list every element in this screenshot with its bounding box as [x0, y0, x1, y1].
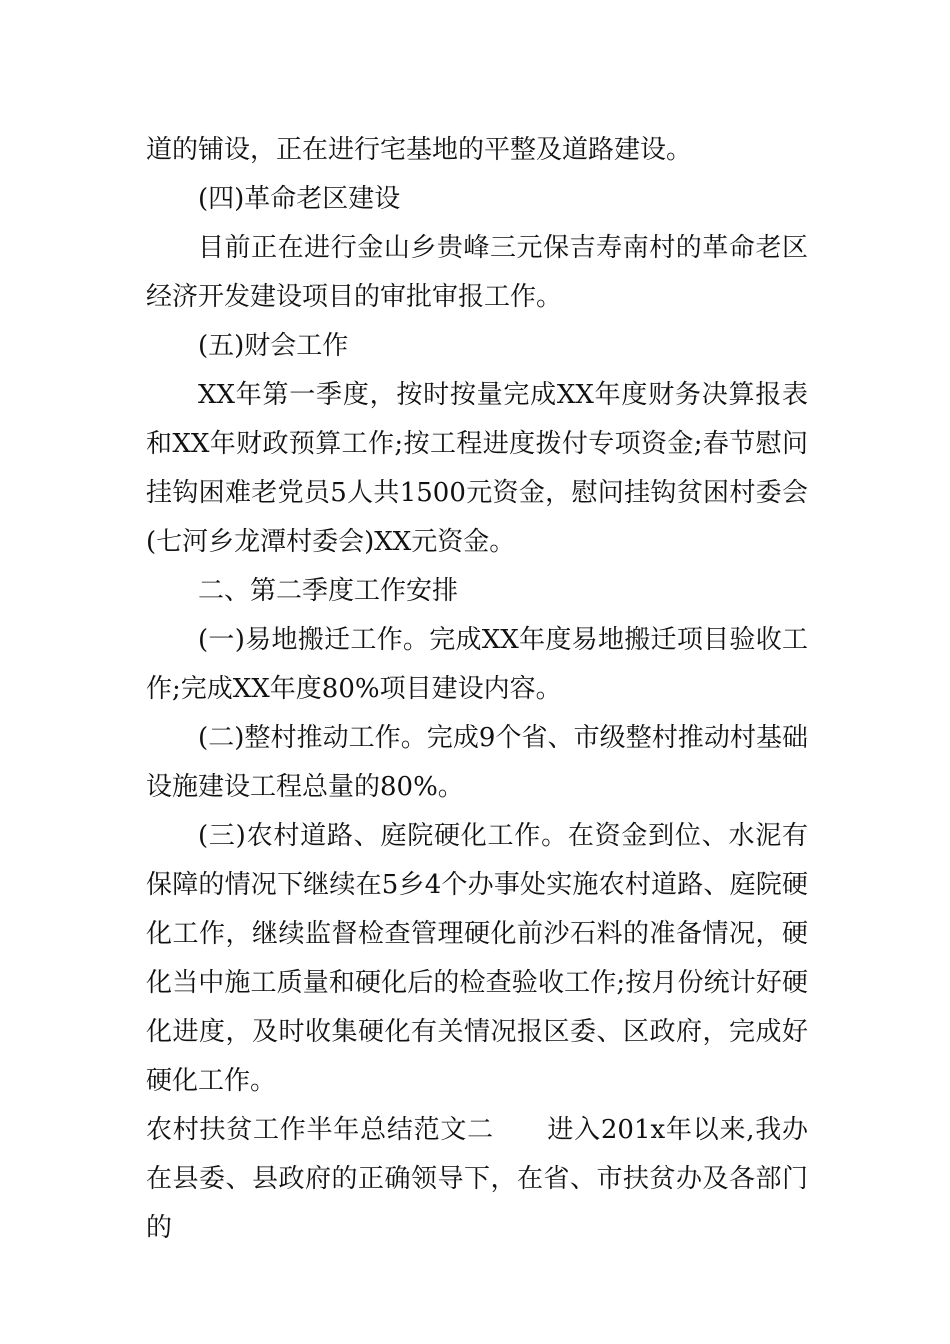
document-body — [146, 126, 808, 1253]
paragraph-4-heading: (五)财会工作 — [198, 331, 349, 361]
paragraph-9: (三)农村道路、庭院硬化工作。在资金到位、水泥有保障的情况下继续在5乡4个办事处实施农村道路、庭院硬化工作，继续监督检查管理硬化前沙石料的准备情况，硬化当中施工质量和硬化后的检查验收工作;按月份统计好硬化进度，及时收集硬化有关情况报区委、区政府，完成好硬化工作。 — [146, 821, 808, 1096]
paragraph-1: 道的铺设，正在进行宅基地的平整及道路建设。 — [146, 135, 693, 165]
paragraph-7: (一)易地搬迁工作。完成XX年度易地搬迁项目验收工作;完成XX年度80%项目建设内容。 — [146, 625, 808, 704]
paragraph-3: 目前正在进行金山乡贵峰三元保吉寿南村的革命老区经济开发建设项目的审批审报工作。 — [146, 233, 808, 312]
paragraph-2-heading: (四)革命老区建设 — [198, 184, 401, 214]
paragraph-5: XX年第一季度，按时按量完成XX年度财务决算报表和XX年财政预算工作;按工程进度拨付专项资金;春节慰问挂钩困难老党员5人共1500元资金，慰问挂钩贫困村委会(七河乡龙潭村委会)XX元资金。 — [146, 380, 808, 557]
paragraph-6-heading: 二、第二季度工作安排 — [198, 576, 459, 606]
paragraph-8: (二)整村推动工作。完成9个省、市级整村推动村基础设施建设工程总量的80%。 — [146, 723, 808, 802]
paragraph-10: 农村扶贫工作半年总结范文二 进入201x年以来,我办在县委、县政府的正确领导下，在省、市扶贫办及各部门的 — [146, 1115, 808, 1243]
